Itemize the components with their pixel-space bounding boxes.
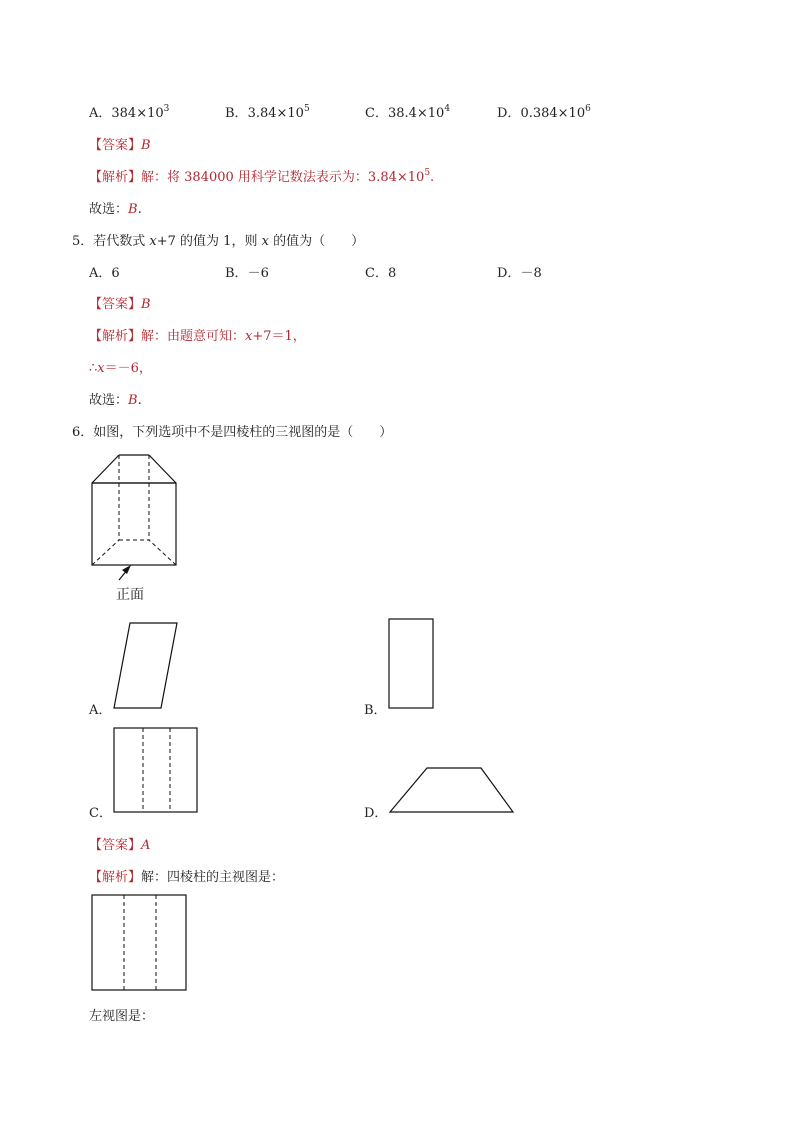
q6-option-a-label: A． [89,703,112,718]
q5-answer: 【答案】B [89,297,151,312]
q4-analysis: 【解析】解：将 384000 用科学记数法表示为：$3.84\times 10^5$. [89,168,435,185]
q5-choose: 故选：B. [89,393,142,408]
q6-left-view-text: 左视图是： [89,1009,155,1024]
q5-analysis: 【解析】解：由题意可知：x+7＝1， [89,329,306,344]
q6-question: 6．如图，下列选项中不是四棱柱的三视图的是（ ） [72,425,393,440]
q5-option-d: D．－8 [497,266,542,281]
q6-option-b-label: B． [364,703,387,718]
q5-question: 5．若代数式 x+7 的值为 1，则 x 的值为（ ） [72,234,365,249]
q6-option-d-label: D． [364,806,388,821]
q4-option-d: D．$0.384\times 10^6$ [497,104,591,121]
q5-option-b: B．－6 [225,266,269,281]
q4-choose: 故选：B. [89,202,142,217]
q6-option-c-label: C． [89,806,112,821]
q4-option-a: A．$384\times 10^3$ [89,104,170,121]
q6-answer: 【答案】A [89,838,151,853]
q4-option-c: C．$38.4\times 10^4$ [365,104,451,121]
q5-therefore: ∴x＝－6， [89,361,152,376]
q5-option-c: C．8 [365,266,397,281]
q4-option-b: B．$3.84\times 10^5$ [225,104,310,121]
q4-answer: 【答案】B [89,138,151,153]
front-label: 正面 [116,587,144,603]
q5-option-a: A．6 [89,266,120,281]
q6-analysis: 【解析】解：四棱柱的主视图是： [89,870,285,885]
